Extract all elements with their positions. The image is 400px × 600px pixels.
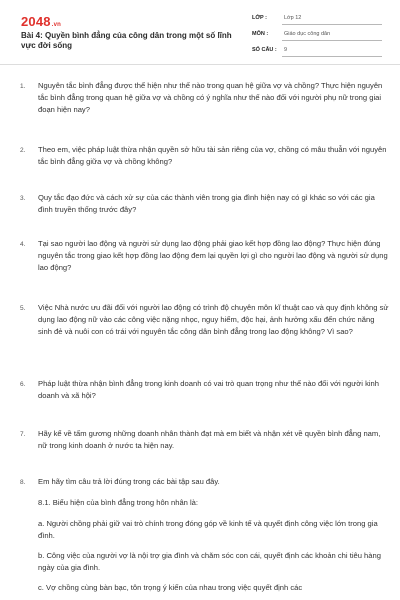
question-number: 7. xyxy=(20,431,26,438)
page-header xyxy=(0,0,400,62)
question-number: 5. xyxy=(20,305,26,312)
answer-option-c: c. Vợ chồng cùng bàn bạc, tôn trọng ý kiến của nhau trong việc quyết định các xyxy=(38,583,303,592)
meta-count-value: 9 xyxy=(284,47,288,53)
header-divider xyxy=(0,64,400,65)
meta-count xyxy=(252,47,382,59)
meta-subject-label: MÔN : xyxy=(252,31,269,37)
subquestion-heading: 8.1. Biểu hiện của bình đẳng trong hôn nhân là: xyxy=(38,498,199,507)
meta-count-label: SỐ CÂU : xyxy=(252,47,277,53)
meta-class-value: Lớp 12 xyxy=(284,15,302,21)
meta-subject xyxy=(252,31,382,43)
meta-class-label: LỚP : xyxy=(252,15,267,21)
question-text: Hãy kể về tấm gương những doanh nhân thành đạt mà em biết và nhận xét về quyền bình đẳng nam, nữ trong kinh doanh ở nước ta hiện nay. xyxy=(38,429,381,451)
question-text: Tại sao người lao động và người sử dụng lao động phải giao kết hợp đồng lao động? Thực hiện đúng nguyên tắc trong giao kết hợp đồng lao động đem lại quyền lợi gì cho người lao động và người sử dụng lao động? xyxy=(38,239,388,273)
logo-suffix: .vn xyxy=(51,22,62,28)
site-logo[interactable] xyxy=(21,14,61,29)
question-number: 2. xyxy=(20,147,26,154)
answer-option-b: b. Công việc của người vợ là nội trợ gia đình và chăm sóc con cái, quyết định các khoản chi tiêu hàng ngày của gia đình. xyxy=(38,551,381,573)
logo-text: 2048 xyxy=(21,14,51,29)
question-text: Việc Nhà nước ưu đãi đối với người lao động có trình độ chuyên môn kĩ thuật cao và quy định không sử dụng lao động nữ vào các công việc nặng nhọc, nguy hiểm, độc hại, ảnh hưởng xấu đến chức năng sinh đẻ và nuôi con có trái với nguyên tắc công dân bình đẳng trong lao động không? Vì sao? xyxy=(38,303,389,337)
answer-option-a: a. Người chồng phải giữ vai trò chính trong đóng góp về kinh tế và quyết định công việc lớn trong gia đình. xyxy=(38,519,378,541)
question-text: Quy tắc đạo đức và cách xử sự của các thành viên trong gia đình hiện nay có gì khác so với các gia đình truyền thống trước đây? xyxy=(38,193,375,215)
question-number: 1. xyxy=(20,83,26,90)
meta-count-underline xyxy=(282,56,382,57)
lesson-title: Bài 4: Quyền bình đẳng của công dân trong một số lĩnh vực đời sống xyxy=(21,31,232,50)
meta-class-underline xyxy=(282,24,382,25)
question-number: 8. xyxy=(20,479,26,486)
question-number: 6. xyxy=(20,381,26,388)
question-number: 3. xyxy=(20,195,26,202)
question-text: Theo em, việc pháp luật thừa nhận quyền sở hữu tài sản riêng của vợ, chồng có mâu thuẫn với nguyên tắc bình đẳng giữa vợ và chồng không? xyxy=(38,145,387,167)
question-text: Nguyên tắc bình đẳng được thể hiện như thế nào trong quan hệ giữa vợ và chồng? Thực hiện nguyên tắc bình đẳng trong quan hệ giữa vợ và chồng có ý nghĩa như thế nào đối với người phụ nữ trong giai đoạn hiện nay? xyxy=(38,81,383,115)
meta-subject-underline xyxy=(282,40,382,41)
question-number: 4. xyxy=(20,241,26,248)
meta-class xyxy=(252,15,382,27)
meta-subject-value: Giáo dục công dân xyxy=(284,31,331,37)
question-text: Em hãy tìm câu trả lời đúng trong các bài tập sau đây. xyxy=(38,477,220,486)
question-text: Pháp luật thừa nhận bình đẳng trong kinh doanh có vai trò quan trọng như thế nào đối với người kinh doanh và xã hội? xyxy=(38,379,380,401)
